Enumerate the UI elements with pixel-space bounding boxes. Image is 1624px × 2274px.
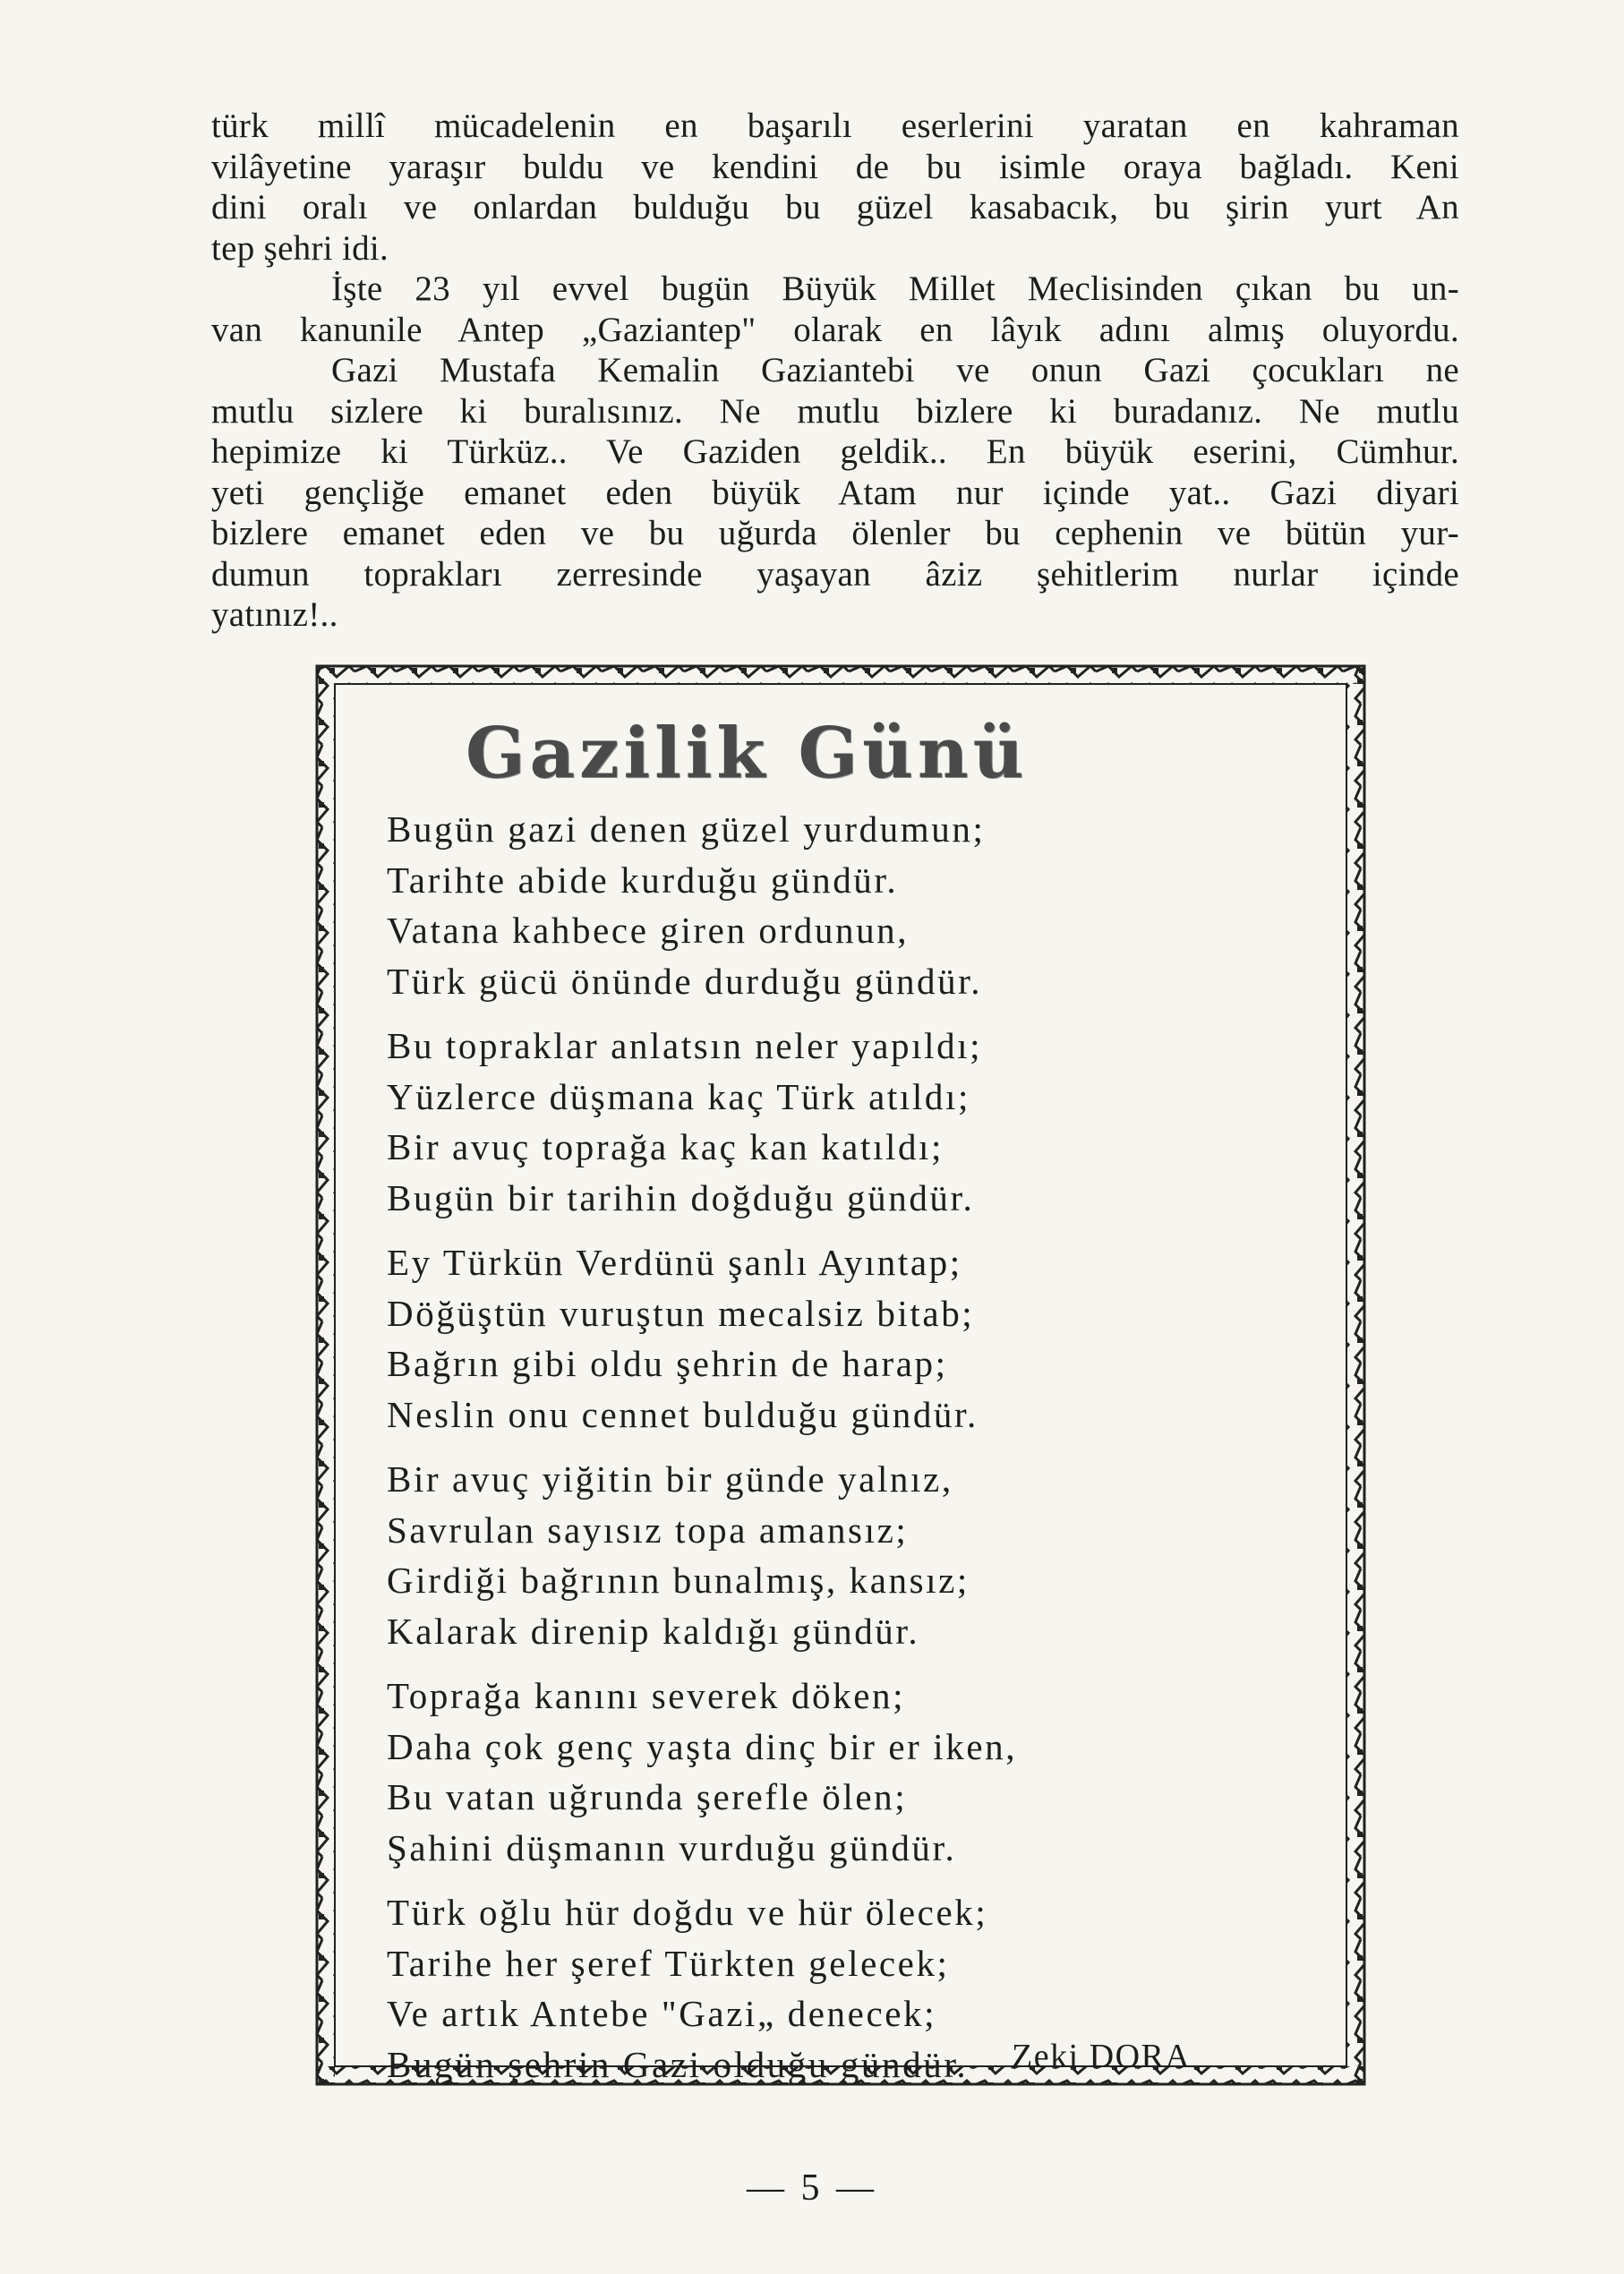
poem-author: Zeki DORA <box>1012 2038 1192 2075</box>
poem-title: Gazilik Günü <box>466 713 1029 794</box>
intro-text <box>211 106 1459 636</box>
poem-line: Bağrın gibi oldu şehrin de harap; <box>387 1343 948 1384</box>
intro-line: bizlere emanet eden ve bu uğurda ölenler bu cephenin ve bütün yur- <box>211 514 1459 552</box>
poem-line: Bugün şehrin Gazi olduğu gündür. <box>387 2043 969 2085</box>
poem-line: Bugün bir tarihin doğduğu gündür. <box>387 1176 975 1218</box>
page-number: — 5 — <box>747 2167 877 2209</box>
poem-line: Türk gücü önünde durduğu gündür. <box>387 960 983 1002</box>
intro-line: van kanunile Antep „Gaziantep" olarak en lâyık adını almış oluyordu. <box>211 310 1459 349</box>
poem-line: Döğüştün vuruştun mecalsiz bitab; <box>387 1292 975 1334</box>
intro-line: dumun toprakları zerresinde yaşayan âziz şehitlerim nurlar içinde <box>211 554 1459 594</box>
poem-stanza <box>387 1671 1192 1873</box>
poem-line: Bu vatan uğrunda şerefle ölen; <box>387 1776 908 1817</box>
poem-line: Toprağa kanını severek döken; <box>387 1675 906 1716</box>
intro-line: vilâyetine yaraşır buldu ve kendini de bu isimle oraya bağladı. Keni <box>211 147 1459 186</box>
poem-line: Savrulan sayısız topa amansız; <box>387 1509 909 1551</box>
poem-stanza <box>387 1454 1192 1656</box>
poem-line: Bir avuç toprağa kaç kan katıldı; <box>387 1126 944 1167</box>
poem-line: Tarihte abide kurduğu gündür. <box>387 859 899 901</box>
intro-line: mutlu sizlere ki buralısınız. Ne mutlu bizlere ki buradanız. Ne mutlu <box>211 391 1459 431</box>
poem-line: Bugün gazi denen güzel yurdumun; <box>387 808 986 850</box>
poem-stanza <box>387 804 1192 1006</box>
poem-line: Şahini düşmanın vurduğu gündür. <box>387 1826 957 1868</box>
intro-line: yeti gençliğe emanet eden büyük Atam nur içinde yat.. Gazi diyari <box>211 473 1459 512</box>
intro-line: Gazi Mustafa Kemalin Gaziantebi ve onun Gazi çocukları ne <box>331 351 1459 389</box>
poem-line: Tarihe her şeref Türkten gelecek; <box>387 1942 950 1984</box>
poem-line: Vatana kahbece giren ordunun, <box>387 910 910 951</box>
poem-line: Bu topraklar anlatsın neler yapıldı; <box>387 1025 983 1066</box>
poem-body <box>387 804 1192 2104</box>
poem-line: Girdiği bağrının bunalmış, kansız; <box>387 1560 970 1601</box>
poem-line: Türk oğlu hür doğdu ve hür ölecek; <box>387 1892 988 1933</box>
poem-line: Daha çok genç yaşta dinç bir er iken, <box>387 1725 1018 1767</box>
intro-line: dini oralı ve onlardan bulduğu bu güzel kasabacık, bu şirin yurt An <box>211 188 1459 227</box>
poem-line: Neslin onu cennet bulduğu gündür. <box>387 1393 979 1435</box>
intro-line: tep şehri idi. <box>211 228 389 268</box>
intro-line: İşte 23 yıl evvel bugün Büyük Millet Meclisinden çıkan bu un- <box>331 269 1459 308</box>
poem-line: Ey Türkün Verdünü şanlı Ayıntap; <box>387 1242 962 1283</box>
poem-stanza <box>387 1237 1192 1440</box>
intro-line: yatınız!.. <box>211 595 338 634</box>
poem-line: Kalarak direnip kaldığı gündür. <box>387 1610 920 1652</box>
poem-stanza <box>387 1021 1192 1223</box>
poem-line: Yüzlerce düşmana kaç Türk atıldı; <box>387 1075 970 1117</box>
poem-line: Bir avuç yiğitin bir günde yalnız, <box>387 1458 953 1500</box>
poem-line: Ve artık Antebe "Gazi„ denecek; <box>387 1993 937 2034</box>
intro-line: türk millî mücadelenin en başarılı eserlerini yaratan en kahraman <box>211 107 1459 145</box>
intro-line: hepimize ki Türküz.. Ve Gaziden geldik.. En büyük eserini, Cümhur. <box>211 432 1459 471</box>
